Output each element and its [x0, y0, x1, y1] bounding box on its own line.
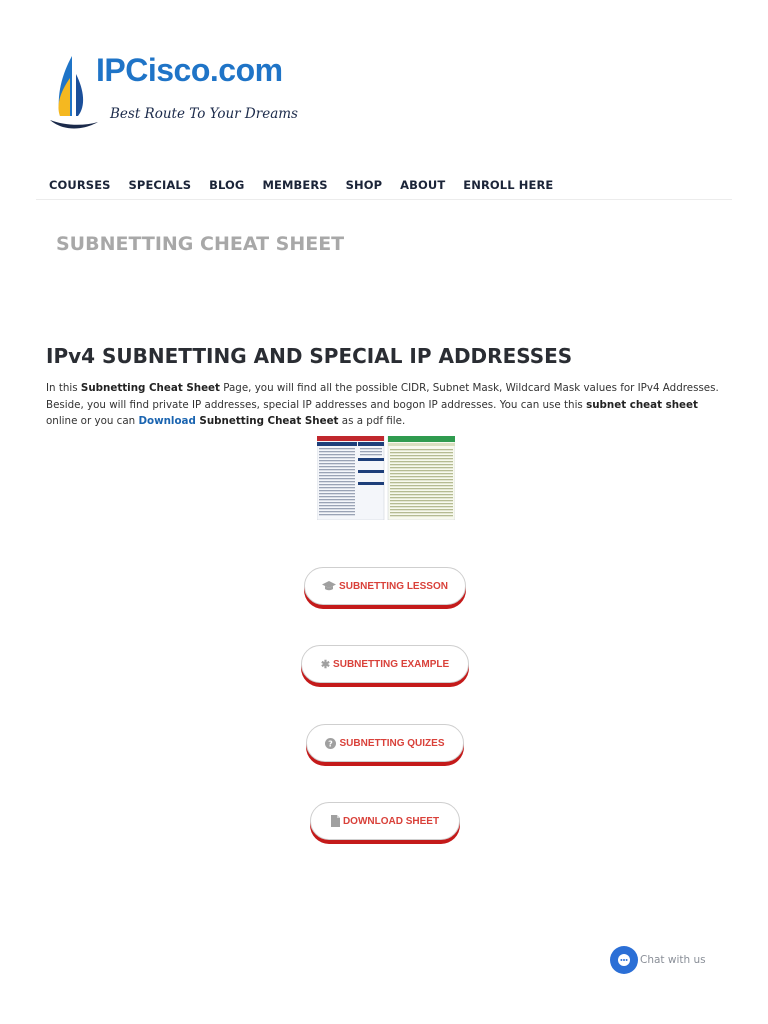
chat-icon [610, 946, 638, 974]
nav-members[interactable]: MEMBERS [262, 178, 328, 192]
nav-divider [36, 199, 732, 200]
button-label: SUBNETTING EXAMPLE [333, 658, 450, 670]
sailboat-logo-icon [48, 52, 98, 134]
nav-shop[interactable]: SHOP [345, 178, 383, 192]
site-logo[interactable] [48, 52, 308, 136]
nav-courses[interactable]: COURSES [49, 178, 111, 192]
svg-text:?: ? [328, 738, 334, 748]
graduation-cap-icon [322, 581, 336, 591]
intro-text: online or you can [46, 415, 139, 427]
subnetting-example-button[interactable] [301, 645, 469, 683]
intro-bold-text: Subnetting Cheat Sheet [80, 382, 220, 394]
document-icon [331, 815, 340, 827]
nav-blog[interactable]: BLOG [209, 178, 245, 192]
subnetting-quizes-button[interactable] [306, 724, 464, 762]
download-link[interactable]: Download [138, 415, 196, 427]
asterisk-icon: ✱ [320, 658, 331, 671]
logo-wordmark: IPCisco.com [96, 52, 283, 88]
intro-paragraph [46, 380, 726, 430]
main-nav [40, 178, 562, 192]
intro-bold-text: Subnetting Cheat Sheet [195, 415, 339, 427]
cheat-sheet-thumbnail[interactable] [317, 436, 455, 520]
nav-specials[interactable]: SPECIALS [128, 178, 192, 192]
chat-widget[interactable] [610, 946, 706, 974]
nav-about[interactable]: ABOUT [400, 178, 446, 192]
download-sheet-button[interactable] [310, 802, 460, 840]
nav-enroll-here[interactable]: ENROLL HERE [463, 178, 554, 192]
section-title: IPv4 SUBNETTING AND SPECIAL IP ADDRESSES [46, 344, 573, 368]
subnetting-lesson-button[interactable] [304, 567, 466, 605]
page-title: SUBNETTING CHEAT SHEET [56, 233, 345, 255]
logo-tagline: Best Route To Your Dreams [110, 106, 298, 122]
intro-text: In this [46, 382, 81, 394]
intro-text: as a pdf file. [338, 415, 406, 427]
chat-label: Chat with us [640, 954, 706, 966]
intro-text: Page, you will find all the possible CIDR, Subnet Mask, Wildcard Mask values for IPv4 Addresses. Beside, you will find private IP addresses, special IP addresses and bogon IP addresses. You can use this [46, 382, 719, 411]
button-label: SUBNETTING LESSON [339, 580, 448, 592]
button-label: SUBNETTING QUIZES [339, 737, 445, 749]
question-circle-icon [325, 738, 336, 749]
intro-bold-text: subnet cheat sheet [586, 398, 698, 411]
button-label: DOWNLOAD SHEET [342, 815, 440, 827]
